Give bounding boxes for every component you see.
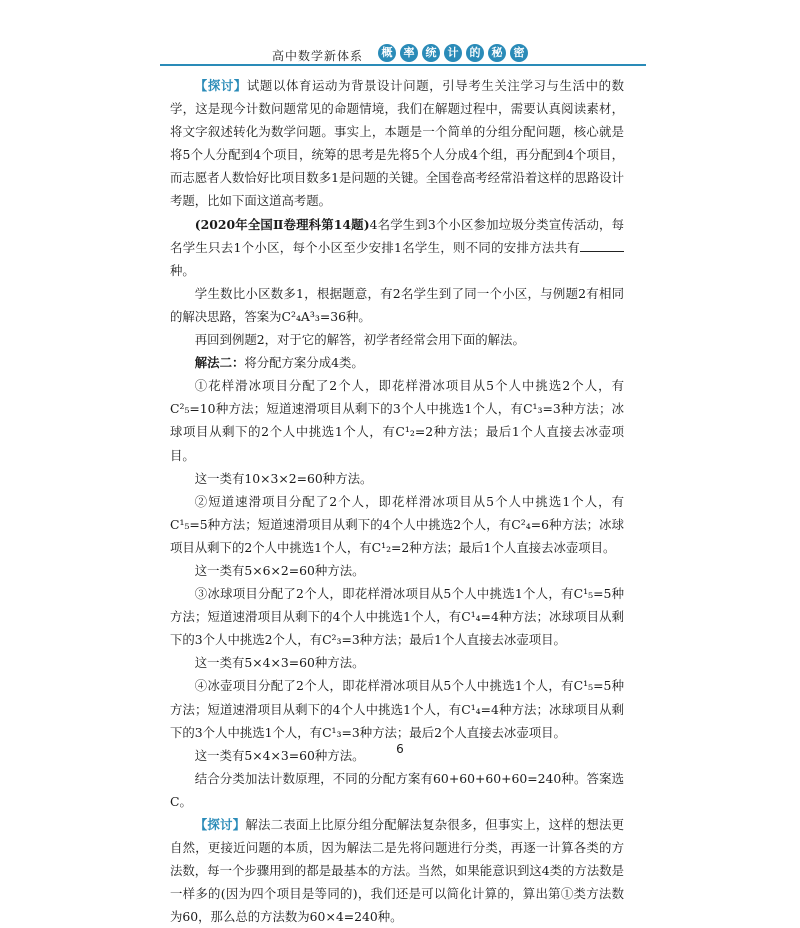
case-four-total: 这一类有5×4×3=60种方法。 (194, 747, 365, 763)
discussion-paragraph-2 (170, 813, 624, 928)
case-four: ④冰壶项目分配了2个人，即花样滑冰项目从5个人中挑选1个人，有C¹₅=5种方法；短道速滑项目从剩下的4个人中挑选1个人，有C¹₄=4种方法；冰球项目从剩下的3个人中挑选1个人，有C¹₃=3种方法；最后2个人直接去冰壶项目。 (170, 678, 624, 740)
title-char: 概 (378, 44, 396, 62)
case-three: ③冰球项目分配了2个人，即花样滑冰项目从5个人中挑选1个人，有C¹₅=5种方法；短道速滑项目从剩下的4个人中挑选1个人，有C¹₄=4种方法；冰球项目从剩下的3个人中挑选2个人，有C²₃=3种方法；最后1个人直接去冰壶项目。 (170, 586, 624, 648)
title-char: 的 (466, 44, 484, 62)
exam-source: (2020年全国Ⅱ卷理科第14题) (194, 216, 370, 232)
conclusion: 结合分类加法计数原理，不同的分配方案有60+60+60+60=240种。答案选C。 (170, 770, 624, 809)
exam-solution: 学生数比小区数多1，根据题意，有2名学生到了同一个小区，与例题2有相同的解决思路，答案为C²₄A³₃=36种。 (170, 285, 624, 324)
method-two-text: 将分配方案分成4类。 (244, 355, 364, 371)
case-two: ②短道速滑项目分配了2个人，即花样滑冰项目从5个人中挑选1个人，有C¹₅=5种方法；短道速滑项目从剩下的4个人中挑选2个人，有C²₄=6种方法；冰球项目从剩下的2个人中挑选1个人，有C¹₂=2种方法；最后1个人直接去冰壶项目。 (170, 493, 624, 555)
title-char: 秘 (488, 44, 506, 62)
transition-text: 再回到例题2，对于它的解答，初学者经常会用下面的解法。 (194, 332, 525, 348)
exam-text: 4名学生到3个小区参加垃圾分类宣传活动，每名学生只去1个小区，每个小区至少安排1名学生，则不同的安排方法共有 (170, 216, 624, 255)
title-char: 统 (422, 44, 440, 62)
exam-suffix: 种。 (170, 262, 195, 278)
title-char: 密 (510, 44, 528, 62)
running-header (160, 44, 646, 68)
answer-blank (580, 240, 624, 252)
discussion-text: 试题以体育运动为背景设计问题，引导考生关注学习与生活中的数学，这是现今计数问题常见的命题情境，我们在解题过程中，需要认真阅读素材，将文字叙述转化为数学问题。事实上，本题是一个简单的分组分配问题，核心就是将5个人分配到4个项目，统筹的思考是先将5个人分成4个组，再分配到4个项目，而志愿者人数恰好比项目数多1是问题的关键。全国卷高考经常沿着这样的思路设计考题，比如下面这道高考题。 (170, 78, 625, 209)
discussion-tag: 【探讨】 (194, 78, 247, 93)
case-two-total: 这一类有5×6×2=60种方法。 (194, 562, 365, 578)
discussion-paragraph (170, 74, 624, 213)
case-one: ①花样滑冰项目分配了2个人，即花样滑冰项目从5个人中挑选2个人，有C²₅=10种方法；短道速滑项目从剩下的3个人中挑选1个人，有C¹₃=3种方法；冰球项目从剩下的2个人中挑选1个人，有C¹₂=2种方法；最后1个人直接去冰壶项目。 (170, 378, 624, 463)
case-three-total: 这一类有5×4×3=60种方法。 (194, 655, 365, 671)
title-char: 率 (400, 44, 418, 62)
method-two-tag: 解法二： (194, 355, 245, 371)
discussion-tag: 【探讨】 (194, 817, 246, 832)
series-title: 高中数学新体系 (272, 49, 364, 63)
header-rule (160, 64, 646, 66)
case-one-total: 这一类有10×3×2=60种方法。 (194, 470, 373, 486)
title-char: 计 (444, 44, 462, 62)
page-number: 6 (396, 742, 404, 756)
method-two-heading (170, 351, 624, 374)
exam-problem (170, 213, 624, 282)
book-title-badges (378, 44, 528, 62)
discussion-text: 解法二表面上比原分组分配解法复杂很多，但事实上，这样的想法更自然，更接近问题的本质，因为解法二是先将问题进行分类，再逐一计算各类的方法数，每一个步骤用到的都是最基本的方法。当然，如果能意识到这4类的方法数是一样多的(因为四个项目是等同的)，我们还是可以简化计算的，算出第①类方法数为60，那么总的方法数为60×4=240种。 (170, 817, 625, 925)
